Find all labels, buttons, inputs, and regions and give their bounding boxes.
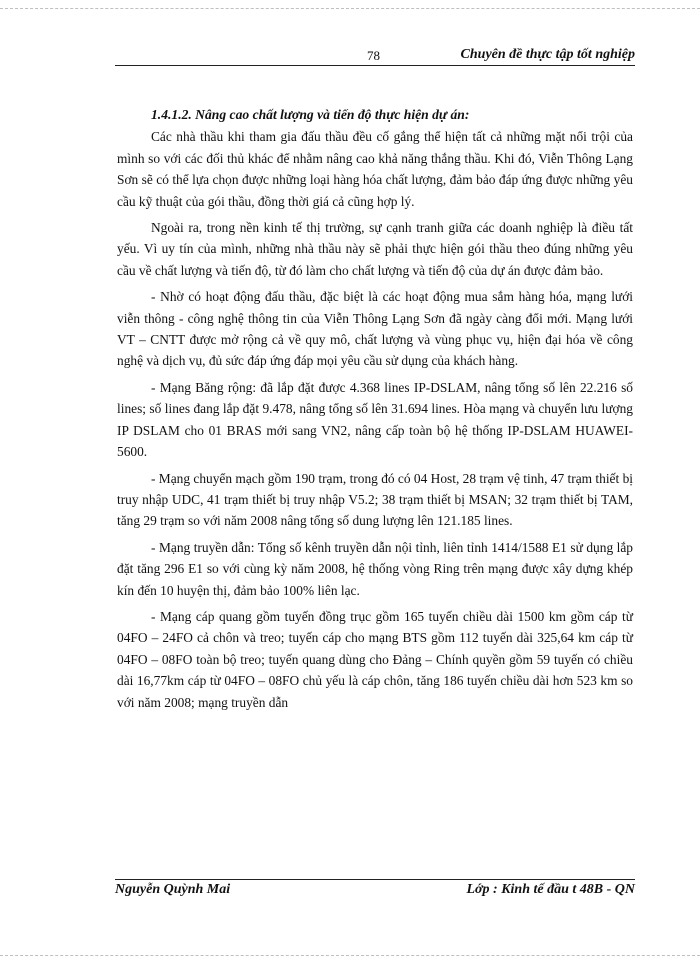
paragraph: - Mạng Băng rộng: đã lắp đặt được 4.368 lines IP-DSLAM, nâng tổng số lên 22.216 số lines; số lines đang lắp đặt 9.478, nâng tổng số lên 31.694 lines. Hòa mạng và chuyển lưu lượng IP DSLAM cho 01 BRAS mới sang VN2, nâng cấp toàn bộ hệ thống IP-DSLAM HUAWEI-5600. xyxy=(117,379,633,460)
paragraph: - Mạng chuyển mạch gồm 190 trạm, trong đó có 04 Host, 28 trạm vệ tinh, 47 trạm thiết bị truy nhập UDC, 41 trạm thiết bị truy nhập V5.2; 38 trạm thiết bị MSAN; 32 trạm thiết bị TAM, tăng 29 trạm so với năm 2008 nâng tổng số dung lượng lên 121.185 lines. xyxy=(117,470,633,529)
header-title: Chuyên đề thực tập tốt nghiệp xyxy=(460,47,635,62)
paragraph: - Mạng cáp quang gồm tuyến đồng trục gồm 165 tuyến chiều dài 1500 km gồm cáp từ 04FO – 24FO cả chôn và treo; tuyến cáp cho mạng BTS gồm 112 tuyến dài 325,64 km cáp từ 04FO – 08FO toàn bộ treo; tuyến quang dùng cho Đảng – Chính quyền gồm 59 tuyến có chiều dài 16,77km cáp từ 04FO – 08FO chủ yếu là cáp chôn, tăng 186 tuyến chiều dài hơn 523 km so với năm 2008; mạng truyền dẫn xyxy=(117,608,633,710)
page-edge-top xyxy=(0,8,700,9)
author-name: Nguyễn Quỳnh Mai xyxy=(115,882,231,897)
page-footer xyxy=(115,879,635,902)
paragraph: Ngoài ra, trong nền kinh tế thị trường, sự cạnh tranh giữa các doanh nghiệp là điều tất yếu. Vì uy tín của mình, những nhà thầu này sẽ phải thực hiện gói thầu theo đúng những yêu cầu về chất lượng và tiến độ, từ đó làm cho chất lượng và tiến độ của dự án được đảm bảo. xyxy=(117,220,633,278)
document-body xyxy=(117,104,633,718)
class-label: Lớp : Kinh tế đầu t 48B - QN xyxy=(466,882,635,897)
page-edge-bottom xyxy=(0,955,700,956)
page-number: 78 xyxy=(367,48,380,63)
page-header xyxy=(115,47,635,66)
paragraph: - Mạng truyền dẫn: Tổng số kênh truyền dẫn nội tỉnh, liên tỉnh 1414/1588 E1 sử dụng lắp đặt tăng 296 E1 so với cùng kỳ năm 2008, hệ thống vòng Ring trên mạng được xây dựng khép kín đến 10 huyện thị, đảm bảo 100% liên lạc. xyxy=(117,539,633,598)
paragraph: Các nhà thầu khi tham gia đấu thầu đều cố gắng thể hiện tất cả những mặt nổi trội của mình so với các đối thủ khác để nhằm nâng cao khả năng thắng thầu. Khi đó, Viễn Thông Lạng Sơn sẽ có thể lựa chọn được những loại hàng hóa chất lượng, đảm bảo đáp ứng được những yêu cầu kỹ thuật của gói thầu, đồng thời giá cả cũng hợp lý. xyxy=(117,129,633,209)
paragraph: - Nhờ có hoạt động đấu thầu, đặc biệt là các hoạt động mua sắm hàng hóa, mạng lưới viễn thông - công nghệ thông tin của Viễn Thông Lạng Sơn đã ngày càng đổi mới. Mạng lưới VT – CNTT được mở rộng cả về quy mô, chất lượng và vùng phục vụ, hiện đại hóa về công nghệ và dịch vụ, đủ sức đáp ứng đáp mọi yêu cầu sử dụng của khách hàng. xyxy=(117,289,633,369)
section-heading: 1.4.1.2. Nâng cao chất lượng và tiến độ thực hiện dự án: xyxy=(151,107,470,122)
